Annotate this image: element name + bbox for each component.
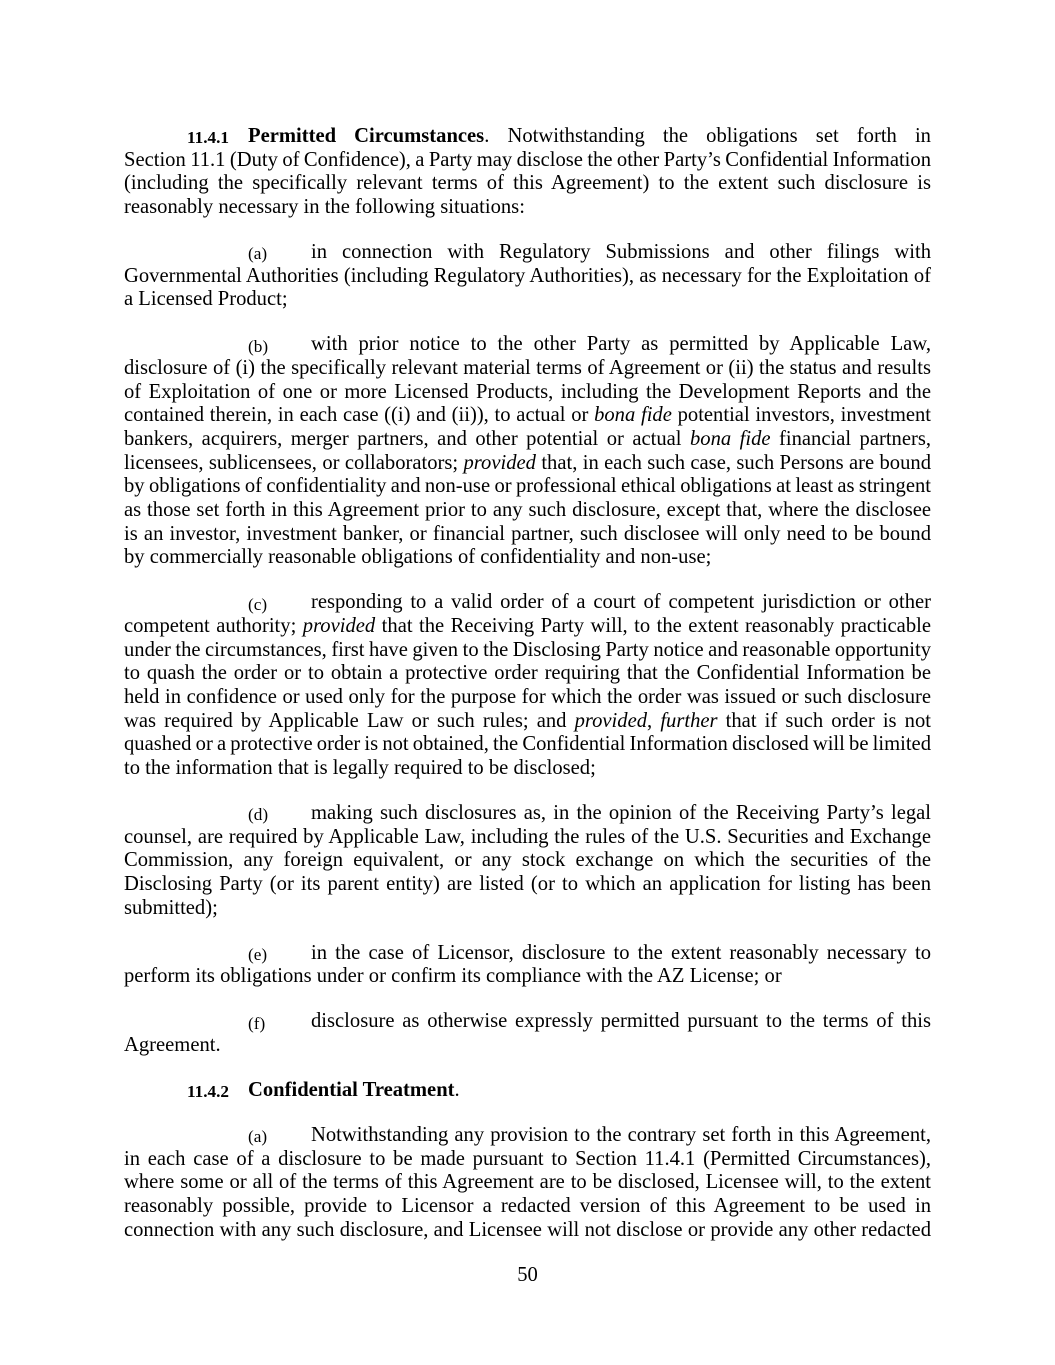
line-text: submitted); <box>124 896 218 919</box>
text-line <box>124 757 931 781</box>
line-text: counsel, are required by Applicable Law, including the rules of the U.S. Securities and Exchange <box>124 825 931 848</box>
line-text: connection with any such disclosure, and Licensee will not disclose or provide any other redacted <box>124 1218 931 1241</box>
subparagraph-label: (e) <box>248 944 268 964</box>
subparagraph-label: (d) <box>248 805 269 825</box>
line-text: Notwithstanding any provision to the contrary set forth in this Agreement, <box>311 1124 931 1147</box>
line-text <box>124 428 931 452</box>
text-line <box>124 662 931 686</box>
line-text: in connection with Regulatory Submissions and other filings with <box>311 241 931 264</box>
subparagraph-f <box>124 1010 931 1057</box>
line-segment: . Notwithstanding the obligations set forth in <box>484 125 931 147</box>
line-text: reasonably necessary in the following situations: <box>124 195 525 218</box>
text-line <box>124 965 931 989</box>
text-line <box>124 802 931 826</box>
subparagraph-label: (c) <box>248 594 268 614</box>
subparagraph-c <box>124 591 931 780</box>
text-line <box>124 265 931 289</box>
document-body <box>124 125 931 1264</box>
text-line <box>124 615 931 639</box>
text-line <box>124 873 931 897</box>
subparagraph-label: (b) <box>248 336 269 356</box>
line-text: Disclosing Party (or its parent entity) are listed (or to which an application for listing has been <box>124 872 931 895</box>
line-text <box>124 404 931 428</box>
text-line <box>124 172 931 196</box>
line-segment: contained therein, in each case ((i) and (ii)), to actual or <box>124 404 595 427</box>
text-line <box>124 196 931 220</box>
text-line <box>124 428 931 452</box>
subparagraph-label: (f) <box>248 1013 266 1033</box>
line-text: Section 11.1 (Duty of Confidence), a Party may disclose the other Party’s Confidential Information <box>124 148 931 171</box>
text-line <box>124 475 931 499</box>
line-text: perform its obligations under or confirm its compliance with the AZ License; or <box>124 965 782 988</box>
line-text <box>248 125 931 149</box>
section-title: Permitted Circumstances <box>248 125 485 147</box>
text-line <box>124 1148 931 1172</box>
text-line <box>124 826 931 850</box>
line-text: under the circumstances, first have given to the Disclosing Party notice and reasonable opportunity <box>124 638 931 661</box>
line-text: to the information that is legally required to be disclosed; <box>124 756 596 779</box>
section-number: 11.4.2 <box>187 1082 230 1102</box>
line-segment: bankers, acquirers, merger partners, and other potential or actual <box>124 428 690 450</box>
subparagraph-a-confidential-treatment <box>124 1124 931 1242</box>
emphasis: further <box>660 709 718 732</box>
text-line <box>124 288 931 312</box>
text-line <box>124 942 931 966</box>
line-text: Commission, any foreign equivalent, or any stock exchange on which the securities of the <box>124 849 931 872</box>
line-text: of Exploitation of one or more Licensed Products, including the Development Reports and the <box>124 380 931 403</box>
line-text: Agreement. <box>124 1034 221 1056</box>
line-text: reasonably possible, provide to Licensor a redacted version of this Agreement to be used in <box>124 1195 931 1218</box>
subparagraph-label: (a) <box>248 244 268 264</box>
line-text: in each case of a disclosure to be made pursuant to Section 11.4.1 (Permitted Circumstances), <box>124 1147 931 1170</box>
emphasis: bona fide <box>594 404 672 427</box>
line-text: responding to a valid order of a court of competent jurisdiction or other <box>311 591 931 614</box>
text-line <box>124 523 931 547</box>
line-text <box>124 710 931 734</box>
text-line <box>124 149 931 173</box>
text-line <box>124 849 931 873</box>
line-text: in the case of Licensor, disclosure to the extent reasonably necessary to <box>311 941 931 964</box>
subparagraph-e <box>124 942 931 989</box>
text-line <box>124 357 931 381</box>
line-text: held in confidence or used only for the purpose for which the order was issued or such disclosure <box>124 685 931 708</box>
page-number: 50 <box>517 1264 538 1286</box>
line-segment: licensees, sublicensees, or collaborators; <box>124 451 464 474</box>
line-segment: , <box>647 709 661 732</box>
line-text <box>124 452 931 476</box>
line-text: (including the specifically relevant terms of this Agreement) to the extent such disclosure is <box>124 172 931 195</box>
section-11-4-1 <box>124 125 931 220</box>
line-text: with prior notice to the other Party as permitted by Applicable Law, <box>311 333 931 356</box>
line-text: disclosure as otherwise expressly permitted pursuant to the terms of this <box>311 1010 931 1033</box>
text-line <box>124 452 931 476</box>
line-text: to quash the order or to obtain a protective order requiring that the Confidential Information be <box>124 662 931 685</box>
line-text: disclosure of (i) the specifically relevant material terms of Agreement or (ii) the status and results <box>124 357 931 380</box>
line-text: a Licensed Product; <box>124 288 288 311</box>
text-line <box>124 1195 931 1219</box>
text-line <box>124 241 931 265</box>
line-text: is an investor, investment banker, or financial partner, such disclosee will only need to be bound <box>124 522 931 545</box>
line-text: Governmental Authorities (including Regulatory Authorities), as necessary for the Exploitation of <box>124 264 931 287</box>
emphasis: provided <box>302 614 376 637</box>
line-text: quashed or a protective order is not obtained, the Confidential Information disclosed will be limited <box>124 733 931 756</box>
line-segment: that, in each such case, such Persons are bound <box>535 451 931 474</box>
subparagraph-b <box>124 333 931 570</box>
subparagraph-a <box>124 241 931 312</box>
text-line <box>124 591 931 615</box>
text-line <box>124 1171 931 1195</box>
text-line <box>124 333 931 357</box>
line-segment: financial partners, <box>770 428 932 450</box>
text-line <box>124 686 931 710</box>
line-segment: competent authority; <box>124 614 303 637</box>
subparagraph-d <box>124 802 931 920</box>
line-text: where some or all of the terms of this Agreement are to be disclosed, Licensee will, to the extent <box>124 1171 931 1194</box>
text-line <box>124 1124 931 1148</box>
text-line <box>124 1010 931 1034</box>
text-line <box>124 546 931 570</box>
line-text: by commercially reasonable obligations of confidentiality and non-use; <box>124 546 712 569</box>
line-text <box>124 615 931 639</box>
subparagraph-label: (a) <box>248 1127 268 1147</box>
text-line <box>124 897 931 921</box>
line-text: as those set forth in this Agreement prior to any such disclosure, except that, where the disclosee <box>124 498 931 521</box>
text-line <box>124 499 931 523</box>
text-line <box>124 1034 931 1058</box>
line-segment: was required by Applicable Law or such rules; and <box>124 709 575 732</box>
emphasis: provided <box>463 451 536 474</box>
section-11-4-2 <box>124 1079 931 1103</box>
emphasis: provided <box>574 709 648 732</box>
text-line <box>124 125 931 149</box>
text-line <box>124 1079 931 1103</box>
emphasis: bona fide <box>689 428 771 450</box>
line-text: by obligations of confidentiality and non-use or professional ethical obligations at least as stringent <box>124 475 931 498</box>
text-line <box>124 733 931 757</box>
line-text <box>248 1079 460 1103</box>
line-segment: . <box>454 1079 460 1102</box>
line-segment: that if such order is not <box>717 709 932 732</box>
line-segment: that the Receiving Party will, to the extent reasonably practicable <box>375 614 931 637</box>
section-title: Confidential Treatment <box>248 1079 455 1102</box>
section-number: 11.4.1 <box>187 128 230 148</box>
line-text: making such disclosures as, in the opinion of the Receiving Party’s legal <box>311 801 931 824</box>
text-line <box>124 639 931 663</box>
text-line <box>124 381 931 405</box>
text-line <box>124 404 931 428</box>
text-line <box>124 710 931 734</box>
line-segment: potential investors, investment <box>671 404 931 427</box>
text-line <box>124 1219 931 1243</box>
